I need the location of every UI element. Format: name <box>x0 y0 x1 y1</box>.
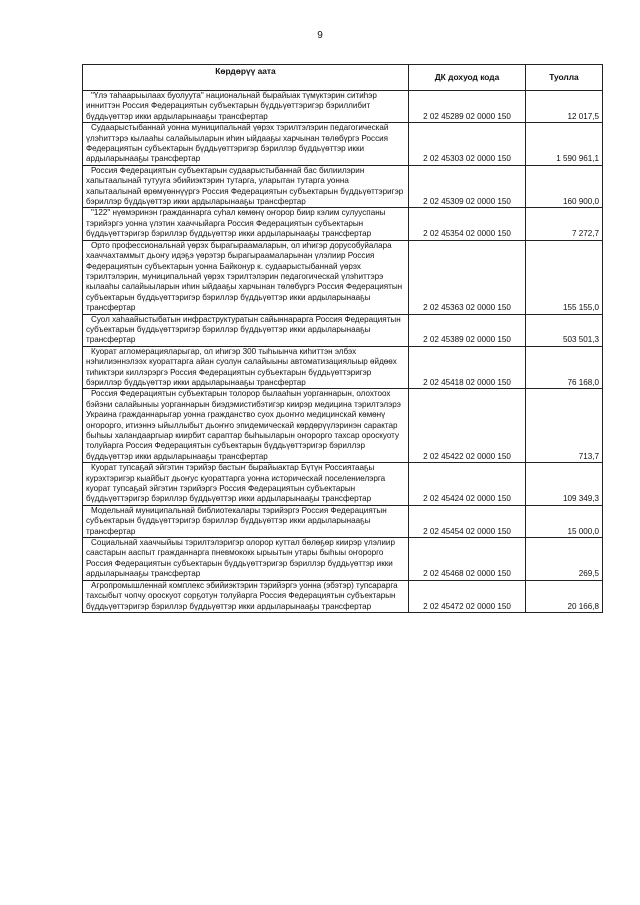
row-amount: 503 501,3 <box>526 314 603 346</box>
table-row <box>83 389 603 463</box>
table-row <box>83 463 603 506</box>
row-name: Россия Федерациятын субъектарын толорор былааһын уорганнарын, олохтоох бэйэни салайыныы уорганнарын биэдэмистибэтигэр киирэр медицина тэрилтэлэрэ Украина гражданнарыгар уонна гражданство суох дьоҥҥо медицинскай көмөнү оҥорорго, итиэннэ ыйыллыбыт дьоҥҥо эпидемическай көрдөрүүлэринэн сарактар быһыы халандааргыар киирбит сараптар быһыыларын оҥорорго тахсар ороскуоту толуйарга Россия Федерациятын субъектарын бүддьүөттэригэр бэриллэр бүддьүөттэр икки ардыларынааҕы трансфертар <box>83 389 409 463</box>
table-row <box>83 123 603 166</box>
row-code: 2 02 45468 02 0000 150 <box>409 538 526 581</box>
table-row <box>83 314 603 346</box>
row-code: 2 02 45303 02 0000 150 <box>409 123 526 166</box>
row-code: 2 02 45289 02 0000 150 <box>409 91 526 123</box>
row-code: 2 02 45389 02 0000 150 <box>409 314 526 346</box>
row-name: "122" нүөмэринэн гражданнарга суһал көмөнү оҥорор биир кэлим сулууспаны тэрийэргэ уонна үлэтин хааччыйарга Россия Федерациятын субъектарын бүддьүөттэригэр бэриллэр бүддьүөттэр икки ардыларынааҕы трансфертар <box>83 208 409 240</box>
row-code: 2 02 45472 02 0000 150 <box>409 580 526 612</box>
row-amount: 76 168,0 <box>526 346 603 389</box>
row-code: 2 02 45424 02 0000 150 <box>409 463 526 506</box>
table-row <box>83 505 603 537</box>
row-code: 2 02 45354 02 0000 150 <box>409 208 526 240</box>
row-name: Орто профессиональнай үөрэх бырагыраамаларын, ол иһигэр дорусобуйалара хааччахтаммыт дьоҥу идэҕэ үөрэтэр бырагыраамаларынан үлэлиир Россия Федерациятын субъектарын уонна Байконур к. судаарыстыбаннай үөрэх тэрилтэлэрин, муниципальнай үөрэх тэрилтэлэрин педагогическай үлэһиттэрэ кылааһы салайыыларын иһин ыйдааҕы харчынан төлөбүргэ Россия Федерациятын субъектарын бүддьүөттэригэр бэриллэр бүддьүөттэр икки ардыларынааҕы трансфертар <box>83 240 409 314</box>
row-amount: 713,7 <box>526 389 603 463</box>
table-row <box>83 240 603 314</box>
table-row <box>83 208 603 240</box>
row-name: Судаарыстыбаннай уонна муниципальнай үөрэх тэрилтэлэрин педагогическай үлэһиттэрэ кылааһы салайыыларын иһин ыйдааҕы харчынан төлөбүргэ Россия Федерациятын субъектарын бүддьүөттэригэр бэриллэр бүддьүөттэр икки ардыларынааҕы трансфертар <box>83 123 409 166</box>
row-amount: 109 349,3 <box>526 463 603 506</box>
row-name: Россия Федерациятын субъектарын судаарыстыбаннай бас билиилэрин хапытаалынай тутууга эбийиэктэрин тутарга, уларытан тутарга уонна хапытаалынай өрөмүөннүүргэ Россия Федерациятын субъектарын бүддьүөттэригэр бэриллэр бүддьүөттэр икки ардыларынааҕы трансфертар <box>83 165 409 208</box>
row-name: Агропромышленнай комплекс эбийиэктэрин тэрийэргэ уонна (эбэтэр) тупсарарга тахсыбыт чопчу ороскуот сорҕотун толуйарга Россия Федерациятын субъектарын бүддьүөттэригэр бэриллэр бүддьүөттэр икки ардыларынааҕы трансфертар <box>83 580 409 612</box>
table-row <box>83 346 603 389</box>
row-name: "Үлэ таһаарыылаах буолуута" национальнай бырайыак түмүктэрин ситиһэр инниттэн Россия Федерациятын субъектарын бүддьүөттэригэр бэриллибит бүддьүөттэр икки ардыларынааҕы трансфертар <box>83 91 409 123</box>
row-name: Модельнай муниципальнай библиотекалары тэрийэргэ Россия Федерациятын субъектарын бүддьүөттэригэр бэриллэр бүддьүөттэр икки ардыларынааҕы трансфертар <box>83 505 409 537</box>
row-amount: 15 000,0 <box>526 505 603 537</box>
row-code: 2 02 45422 02 0000 150 <box>409 389 526 463</box>
budget-transfers-table <box>82 64 603 613</box>
row-code: 2 02 45454 02 0000 150 <box>409 505 526 537</box>
row-amount: 160 900,0 <box>526 165 603 208</box>
table-header-row <box>83 65 603 91</box>
row-name: Социальнай хааччыйыы тэрилтэлэригэр олорор куттал бөлөҕөр киирэр үлэлиир саастарын ааспыт гражданнарга пневмококк ырыытын утары быһыы оҥорорго Россия Федерациятын субъектарын бүддьүөттэригэр бэриллэр бүддьүөттэр икки ардыларынааҕы трансфертар <box>83 538 409 581</box>
row-name: Суол хаһаайыстыбатын инфраструктуратын сайыннарарга Россия Федерациятын субъектарын бүддьүөттэригэр бэриллэр бүддьүөттэр икки ардыларынааҕы трансфертар <box>83 314 409 346</box>
row-name: Куорат агломерацияларыгар, ол иһигэр 300 тыһыынча киһиттэн элбэх нэһилиэннэлээх куораттарга айан суолун салайыыны автоматизациялыыр өйдөөх тиһиктэри киллэрэргэ Россия Федерациятын субъектарын бүддьүөттэригэр бэриллэр бүддьүөттэр икки ардыларынааҕы трансфертар <box>83 346 409 389</box>
row-amount: 7 272,7 <box>526 208 603 240</box>
header-amount: Туолла <box>526 65 603 91</box>
row-code: 2 02 45418 02 0000 150 <box>409 346 526 389</box>
row-amount: 20 166,8 <box>526 580 603 612</box>
table-row <box>83 165 603 208</box>
row-amount: 1 590 961,1 <box>526 123 603 166</box>
header-name: Көрдөрүү аата <box>83 65 409 91</box>
header-code: ДК дохуод кода <box>409 65 526 91</box>
row-amount: 12 017,5 <box>526 91 603 123</box>
row-amount: 269,5 <box>526 538 603 581</box>
row-name: Куорат тупсаҕай эйгэтин тэрийэр бастыҥ бырайыактар Бүтүн Россиятааҕы курэхтэригэр кыайбыт дьоҥус куораттарга уонна историческай поселениелэрга куорат тупсаҕай эйгэтин тэрийэргэ Россия Федерациятын субъектарын бүддьүөттэригэр бэриллэр бүддьүөттэр икки ардыларынааҕы трансфертар <box>83 463 409 506</box>
table-row <box>83 580 603 612</box>
page-number: 9 <box>317 30 323 41</box>
table-row <box>83 91 603 123</box>
table-row <box>83 538 603 581</box>
row-code: 2 02 45309 02 0000 150 <box>409 165 526 208</box>
row-amount: 155 155,0 <box>526 240 603 314</box>
row-code: 2 02 45363 02 0000 150 <box>409 240 526 314</box>
